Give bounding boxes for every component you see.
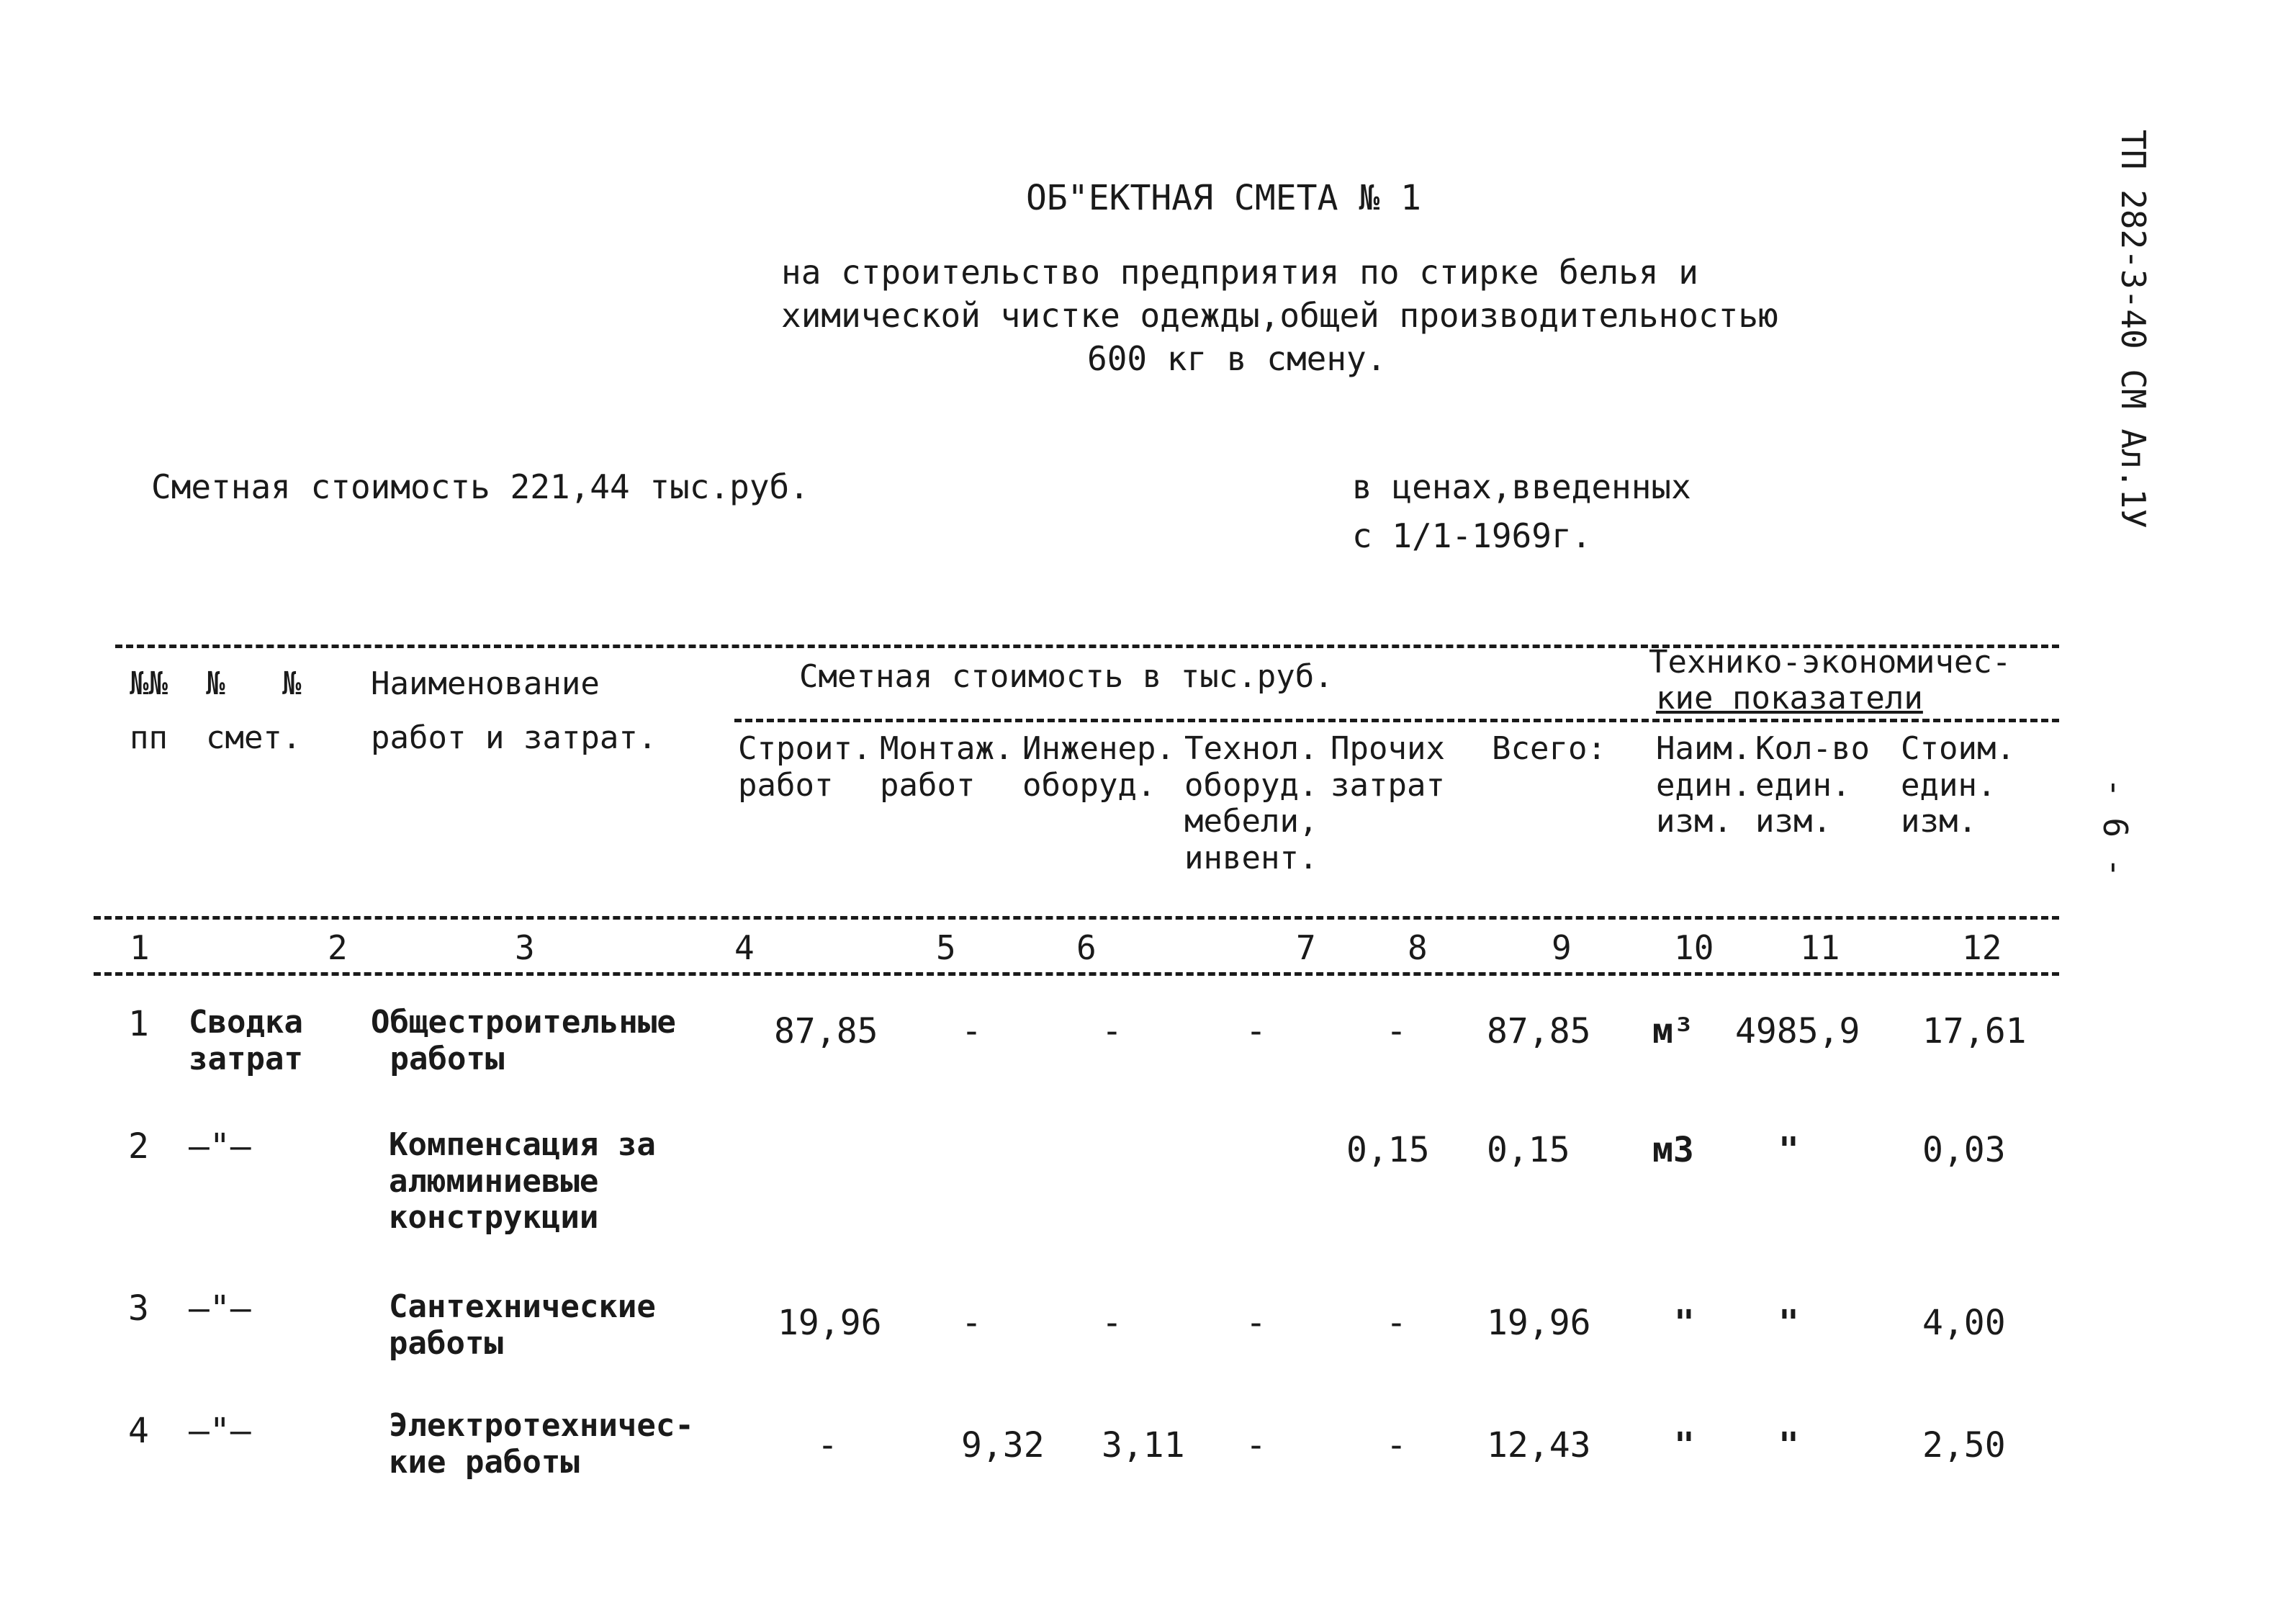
header-col-4: Строит. работ: [738, 730, 872, 804]
row-number: 4: [128, 1411, 149, 1451]
column-number: 6: [1076, 928, 1097, 967]
column-number: 5: [936, 928, 956, 967]
header-name-line-2: работ и затрат.: [371, 719, 657, 756]
header-cost-group: Сметная стоимость в тыс.руб.: [799, 658, 1333, 695]
row-construction: 87,85: [774, 1011, 878, 1051]
document-title: ОБ"ЕКТНАЯ СМЕТА № 1: [1026, 178, 1422, 218]
row-installation: 9,32: [961, 1425, 1045, 1465]
row-technological: -: [1246, 1425, 1266, 1465]
document-code: ТП 282-3-40 СМ Ал.1У: [2114, 130, 2153, 529]
prices-note-line-2: с 1/1-1969г.: [1352, 516, 1592, 555]
row-construction: 19,96: [778, 1303, 882, 1343]
column-number: 2: [328, 928, 348, 967]
column-number-rule: [94, 972, 2059, 976]
row-name: Общестроительные работы: [371, 1004, 676, 1077]
row-technological: -: [1246, 1011, 1266, 1051]
row-unit-cost: 17,61: [1922, 1011, 2027, 1051]
row-name: Сантехнические работы: [389, 1288, 656, 1362]
row-quantity: 4985,9: [1735, 1011, 1860, 1051]
row-number: 1: [128, 1004, 149, 1044]
header-col-10: Наим. един. изм.: [1656, 730, 1752, 840]
row-total: 12,43: [1487, 1425, 1591, 1465]
header-col-11: Кол-во един. изм.: [1755, 730, 1870, 840]
column-number: 1: [130, 928, 150, 967]
column-number: 9: [1552, 928, 1572, 967]
header-col-12: Стоим. един. изм.: [1901, 730, 2015, 840]
row-smeta: —"—: [189, 1411, 251, 1451]
header-numbers-line-1: №№ № №: [130, 665, 302, 702]
prices-note-line-1: в ценах,введенных: [1352, 467, 1691, 506]
header-tech-group-line-1: Технико-экономичес-: [1649, 644, 2012, 681]
row-quantity: ": [1778, 1425, 1799, 1465]
column-number: 3: [515, 928, 535, 967]
row-quantity: ": [1778, 1130, 1799, 1170]
row-unit-cost: 2,50: [1922, 1425, 2006, 1465]
row-engineering: -: [1102, 1011, 1122, 1051]
row-unit: ": [1674, 1303, 1695, 1343]
row-unit: ": [1674, 1425, 1695, 1465]
header-col-8: Прочих затрат: [1331, 730, 1445, 804]
row-quantity: ": [1778, 1303, 1799, 1343]
column-number: 11: [1800, 928, 1840, 967]
row-unit: м³: [1652, 1011, 1694, 1051]
row-total: 87,85: [1487, 1011, 1591, 1051]
row-other: -: [1386, 1011, 1407, 1051]
estimated-cost: Сметная стоимость 221,44 тыс.руб.: [151, 467, 809, 506]
column-number: 8: [1408, 928, 1428, 967]
column-number: 12: [1962, 928, 2002, 967]
header-col-6: Инженер. оборуд.: [1022, 730, 1175, 804]
row-unit: м3: [1652, 1130, 1694, 1170]
column-number: 10: [1674, 928, 1714, 967]
row-smeta: —"—: [189, 1126, 251, 1167]
row-installation: -: [961, 1303, 982, 1343]
header-group-rule: [734, 719, 2059, 722]
row-unit-cost: 4,00: [1922, 1303, 2006, 1343]
row-other: -: [1386, 1425, 1407, 1465]
header-numbers-line-2: пп смет.: [130, 719, 302, 756]
subtitle-line-2: химической чистке одежды,общей производительностью: [781, 296, 1778, 335]
row-number: 2: [128, 1126, 149, 1167]
row-unit-cost: 0,03: [1922, 1130, 2006, 1170]
header-name-line-1: Наименование: [371, 665, 600, 702]
header-bottom-rule: [94, 916, 2059, 920]
row-installation: -: [961, 1011, 982, 1051]
row-smeta: —"—: [189, 1288, 251, 1329]
page-number: - 6 -: [2096, 778, 2135, 878]
header-col-5: Монтаж. работ: [880, 730, 1014, 804]
row-number: 3: [128, 1288, 149, 1329]
row-technological: -: [1246, 1303, 1266, 1343]
header-col-7: Технол. оборуд. мебели, инвент.: [1184, 730, 1318, 876]
row-construction: -: [817, 1425, 838, 1465]
row-engineering: 3,11: [1102, 1425, 1185, 1465]
subtitle-line-3: 600 кг в смену.: [1087, 339, 1387, 378]
row-smeta: Сводка затрат: [189, 1004, 303, 1077]
header-tech-group-line-2: кие показатели: [1656, 680, 1923, 717]
column-number: 7: [1296, 928, 1316, 967]
row-engineering: -: [1102, 1303, 1122, 1343]
row-name: Компенсация за алюминиевые конструкции: [389, 1126, 656, 1236]
row-other: -: [1386, 1303, 1407, 1343]
row-total: 19,96: [1487, 1303, 1591, 1343]
row-name: Электротехничес- кие работы: [389, 1407, 694, 1481]
subtitle-line-1: на строительство предприятия по стирке белья и: [781, 253, 1698, 292]
column-number: 4: [734, 928, 755, 967]
row-total: 0,15: [1487, 1130, 1570, 1170]
header-col-9: Всего:: [1492, 730, 1606, 767]
row-other: 0,15: [1346, 1130, 1430, 1170]
